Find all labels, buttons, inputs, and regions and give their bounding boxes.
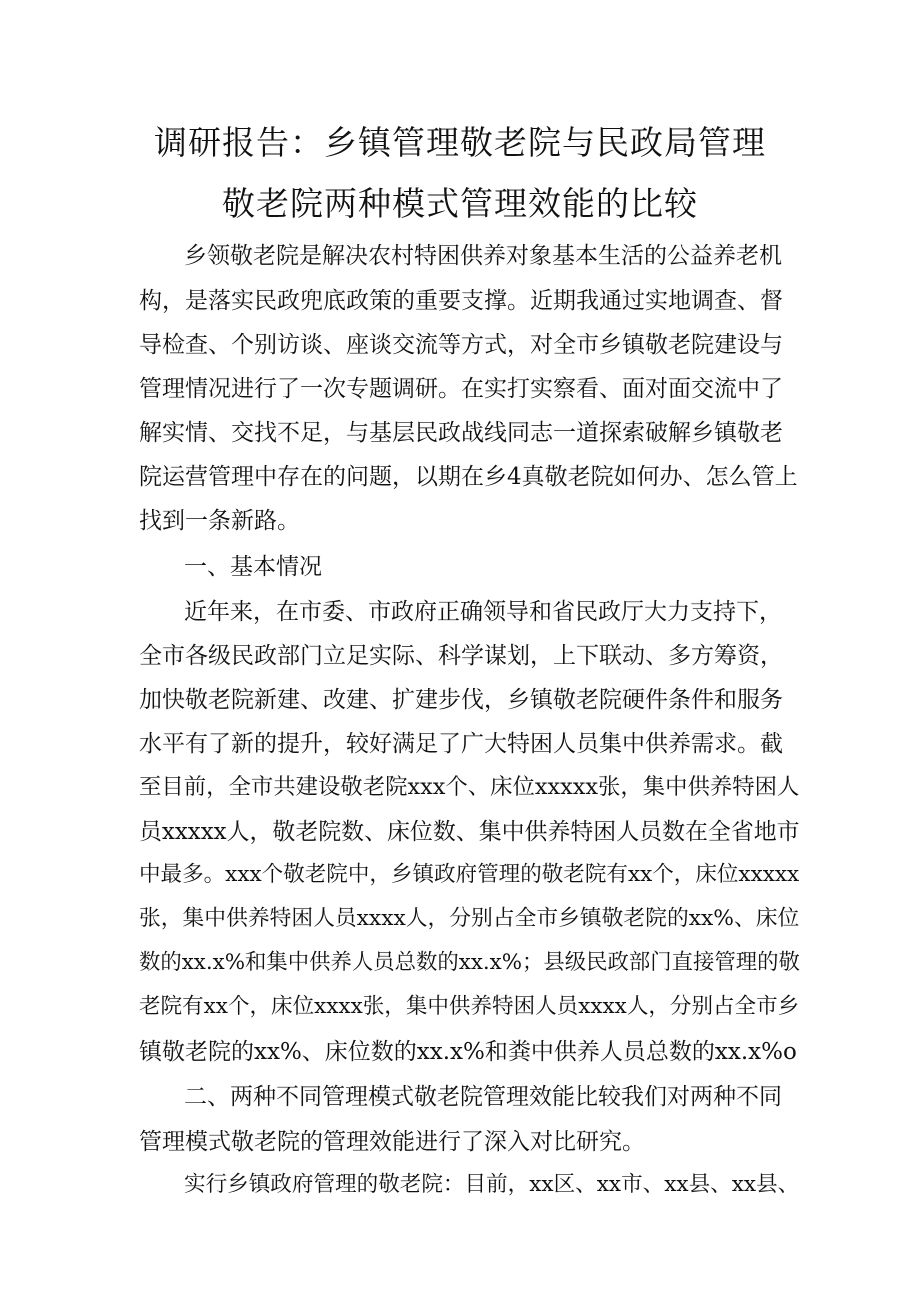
intro-line-3: 导检查、个别访谈、座谈交流等方式，对全市乡镇敬老院建设与 — [139, 332, 783, 358]
section-1-line-6: 员xxxxx人，敬老院数、床位数、集中供养特困人员数在全省地市 — [139, 819, 800, 845]
intro-line-6: 院运营管理中存在的问题，以期在乡4真敬老院如何办、怎么管上 — [139, 464, 798, 490]
section-1-line-5: 至目前，全市共建设敬老院xxx个、床位xxxxx张，集中供养特困人 — [139, 774, 800, 800]
section-2-heading: 二、两种不同管理模式敬老院管理效能比较我们对两种不同 — [184, 1084, 782, 1110]
intro-line-7: 找到一条新路。 — [139, 508, 300, 534]
section-1-line-4: 水平有了新的提升，较好满足了广大特困人员集中供养需求。截 — [139, 731, 783, 757]
document-title-line-2: 敬老院两种模式管理效能的比较 — [222, 184, 698, 223]
section-2-line-1: 管理模式敬老院的管理效能进行了深入对比研究。 — [139, 1129, 645, 1155]
section-1-line-2: 全市各级民政部门立足实际、科学谋划，上下联动、多方筹资， — [139, 643, 783, 669]
section-2-sub-line: 实行乡镇政府管理的敬老院：目前，xx区、xx市、xx县、xx县、 — [184, 1172, 800, 1197]
intro-line-1: 乡领敬老院是解决农村特困供养对象基本生活的公益养老机 — [184, 243, 782, 269]
intro-line-2: 构，是落实民政兜底政策的重要支撑。近期我通过实地调查、督 — [139, 288, 783, 314]
section-1-heading: 一、基本情况 — [184, 554, 322, 580]
section-1-line-1: 近年来，在市委、市政府正确领导和省民政厅大力支持下， — [184, 599, 782, 625]
section-1-line-9: 数的xx.x%和集中供养人员总数的xx.x%；县级民政部门直接管理的敬 — [139, 950, 800, 975]
section-1-line-10: 老院有xx个，床位xxxx张，集中供养特困人员xxxx人，分别占全市乡 — [139, 994, 800, 1019]
section-1-line-7: 中最多。xxx个敬老院中，乡镇政府管理的敬老院有xx个，床位xxxxx — [139, 862, 800, 887]
intro-line-5: 解实情、交找不足，与基层民政战线同志一道探索破解乡镇敬老 — [139, 420, 783, 446]
section-1-line-11: 镇敬老院的xx%、床位数的xx.x%和粪中供养人员总数的xx.x%o — [139, 1039, 797, 1065]
section-1-line-8: 张，集中供养特困人员xxxx人，分别占全市乡镇敬老院的xx%、床位 — [139, 906, 800, 931]
document-title-line-1: 调研报告：乡镇管理敬老院与民政局管理 — [154, 123, 766, 162]
intro-line-4: 管理情况进行了一次专题调研。在实打实察看、面对面交流中了 — [139, 376, 783, 402]
section-1-line-3: 加快敬老院新建、改建、扩建步伐，乡镇敬老院硬件条件和服务 — [139, 687, 783, 713]
